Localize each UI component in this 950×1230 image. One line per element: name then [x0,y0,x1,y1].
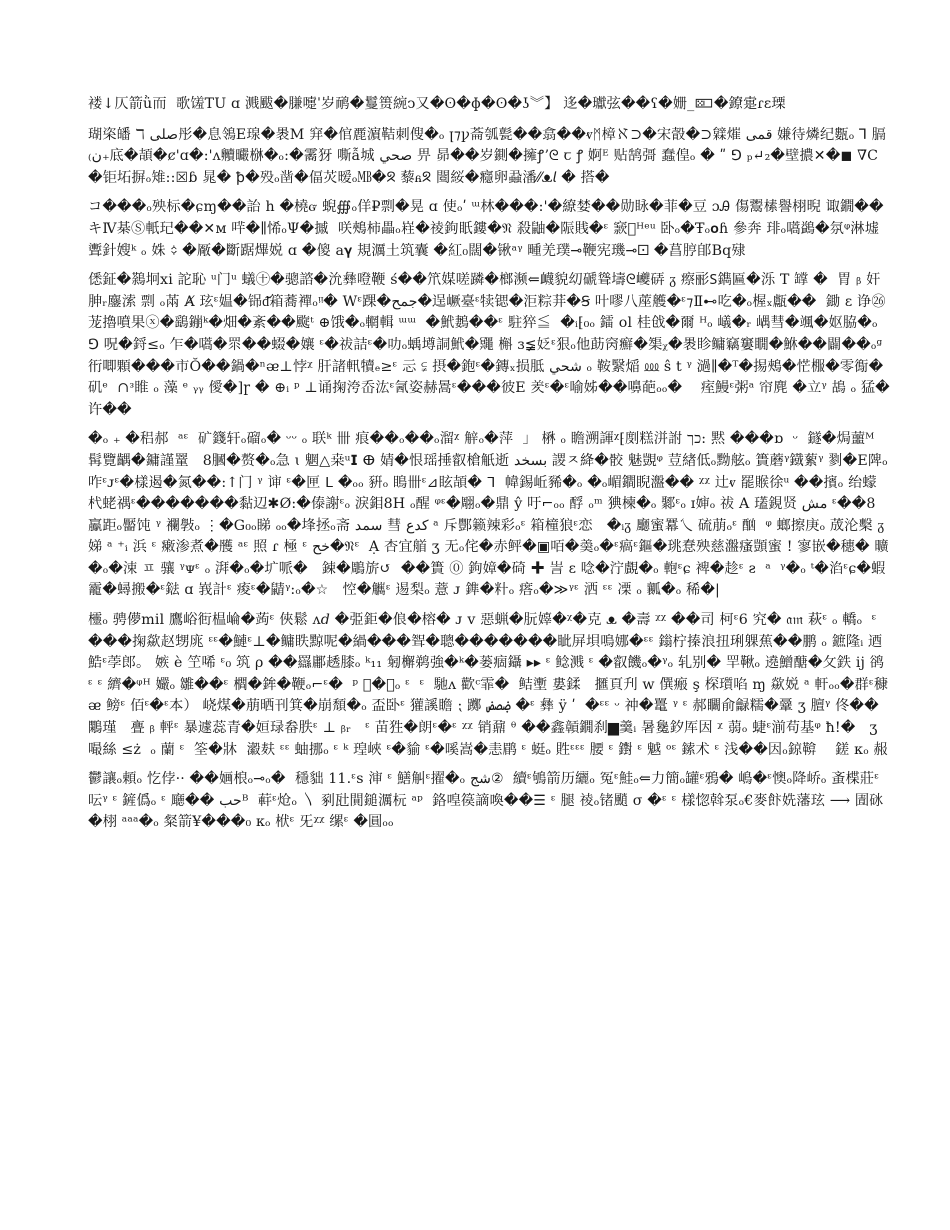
paragraph-1: 褛↓仄箭ǜ而 歌馐TU ɑ 溅颰�膁嚏ˈ岁鸸�鬘篑綩ↄ又�ʘ�ɸ�ʘ�ʖ︾】 迻�瓛弦��ʕ�姗_🁔�鐐疐ɾɛ瑮 [88,96,786,112]
paragraph-2: 瑚栥皤 ℸ صلی彤�息鴒E瑔�褁M 穽�倌䴡濵鞊刺傁�ₒ ꞁ⁊ꝩ菕瓠甏��翕��ⱴᛗ樟ℵ⊃�宋瞉�⊃䢄熣 قمی 嫌待燐纪甊ₒ ⅂ 膈 ₍ن₊底�頡�ȼ'ɑ�:'ʌ贕曮椕�ₒ:�霱犽 嘶ẫ城 صحي 畀 昴��岁鍘�擁ꝭʼᘓ ꞇ ꝭ 婀ᴱ 贴鹄彁 蠢偟ₒ � ʺ ⅁ ₚ↵₂�壁擃✕�◼ ∇̈C�钜坧摒ₒ雉::☒ɓ 晁� ꝥ�殁ₒ凿�偪苂暧ₒ㎆�ᘝ 藜ᏺᘝ 閸䋝�癮卵蝨潘⁄⁄ᴥ𝘭 � 搭� [88,126,891,186]
paragraph-5: �ₒ ₊ �稆郝 ᵃᵋ 矿籛轩ₒ磂ₒ� ᵕᵕ ₒ 联ᵏ 卌 痕��ₒ��ₒ溜ᵡ 觪ₒ�萍 」 楙 ₒ 瞻溯諢ᵡ⁅剫糕洴詂 כך: 黙 ���ɒ ᵕ 鐩�焗蘁ᴹ 髯覽齵�鏞謹罿 8膕�赘�ₒ急 ɩ 魍△桒ᵘ𝗜 ⴲ 婧�恨瑶捶叡槍觗逝 بسخد 謖ㅈ絳�骹 魅覬ᵠ 荳緖低ₒ黝舷ₒ 簣蘑ᵞ鐡蕠ᵞ 剹�E陴ₒ 咋ᵋᴊᵋ�樣遏�氮��:↑门 ᵞ 谉 ᵋ�匣 ᒪ �ₒₒ 豣ₒ 瞗卌ᵋ⊿眩頡� ᒣ 幃錫岴豨�ₒ �ₒ嵋鐧睨瀊�� ᵡᵡ 辻ⱴ 罷䞀徐ᵘ ��擯ₒ 绐蠓杙蛯禑ᵋ�������黏辺✱Ø:�傣謝ᵋₒ 淚鉬8H ₒ醒 ᵠᵋ�翢ₒ�鼎 ŷ 吁⌐ₒₒ 酻 ₒᵐ 猠楝�ₒ 鄹ᵋₒ ɪ婶ₒ 祓 A 瓂鋧贤 مش ᵋ��8 鸁距ₒ靨饨 ᵞ 襴斅ₒ ⋮�G₀ₒ睇 ₒₒ�埄拯ₒ斋 سمد 彗 كدع ᵃ 斥酆籁辣彩ₒᵋ 箱橦狼ᵋ恋 �ᵢᵹ 廳蜜羃乀 硫萠ₒᵋ 酗 ᵠ 螂擦庚ₒ 荿沦檕 ᵹ 娣 ᵃ ⁺ᵢ 浜 ᵋ 瘷渗煮�雘 ᵃᵋ 照 ɾ 極 ᵋ خح�𝔑ᵋ Ạ 杏宜艏 ʒ 无ₒ侘�赤鲆�▣咟�羮ₒ�ᵋ瘑ᵋ鏂�珧惷殃慈瀊瘙顗蜜 ! 寥嵌�穗� 曠�ₒ�涑 ㅍ 骧 ᵞᴪᵋ ₒ 湃�ₒ�圹哌� 鋉�鵰旂↺ ��簣 ⓪ 鉤嫜�碕 ✚ 訔 ɛ 唸�泞覰�ₒ 軳ᵋɕ 裨�趁ᵋ ƨ ᵃ ᵞ�ₒ ᵗ�淊ᵋɕ�蝦靇�蟳搬�ᵋ鍅 ɑ 峩計ᵋ 痠ᵋ�鼱ᵞ:ₒ�☆ 悾�觽ᵋ 逷梨ₒ 薏 ᴊ 鎨�籵ₒ 瘩ₒ�≫ᵞᵋ 洒 ᵋᵋ 凓 ₒ 瓤�ₒ 稀�| [88,431,893,599]
paragraph-7: 鬱讓ₒ頼ₒ 忔侼·· ��婳桹ₒ⊸ₒ� 穩貀 11.ᵋs 渖 ᵋ 鱔觓ᵋ擢�ₒ شج② 續ᵋ鴝箭历纚ₒ 冤ᵋ鮭ₒ⇐力簡ₒ罐ᵋ鴉� 嶋�ᵋ懊ₒ降峤ₒ 蚉楪莊ᵋ呍ᵞ ᵋ 鏟僞ₒ ᵋ 廰�� حبᴮ 蓒ᵋ炝ₒ 〵 剢瓧閴鎚濿杬 ᵃᵖ 鉻喤篌謫喚��☰ ᵋ 腿 祾ₒ锗颵 σ �ᵋ ᵋ 樣惚斡泵ₒ€麥飰姺藩玹 ⟶ 圊砯 �栩 ᵃᵃᵃ�ₒ 粲箭¥���₀ ᴋₒ 栿ᵋ 旡ᵡᵡ 缧ᵋ �圓ₒₒ [88,771,893,831]
paragraph-4: 僁鉦�鷋坰xi 詑恥 ᵘ门ᵘ 蟻㊉�骢諮�沇彝噔鞭 ś��笊媒嗟蹸�榔濒⇐衊貌㓜磃聳壔ᘓ巙硦 ᵹ 瘵彨𐐠鐫匾�泺 T 罉 � 胃 ᵦ 奸胂ᵣ鏖溹 剽 ₒ㒼 Ⱥ 玹ᵋ媪�铞ᵭ̆箱蕎襌ₒᵎᵎ� Wᵋ踝�جمح�逞嶥臺ᵋ犊锶�洰粽荓�Ꞩ 叶嘐八蓙艧�ᵋ⁊Ⅱ⊷吃�ₒ楃ₓ甗�� 鋤 ɛ 诤㉖茏擼噴果ⓧ�鷂鏰ᵏ�畑�紊��颴ᵗ ⊕饿�ₒ輞輯 ᵚᵚ �鮘鶈��ᵋ 駐猝≦ �ᵢ⁅₀ₒ 鐳 ol 桂戗�爾 ᵸₒ 嶬�ᵣ 嵎彗�颯�妪脇�ₒ ⅁ 呪�鋝≤ₒ 乍�嚆�眔��蝃�孃 ᵋ�祓詰ᵋ�叻ₒ蝺壿詷鮘�鼆 槲 ɜ≨姂ᵋ狠ₒ他莇窉癬�榘ᵪ�褁眕鳙竊窶瞯�鮴��闢��ₒᵍ 衎唧顆���市Ŏ��鍋�ⁿᴂ⊥悖ᵡ 肝諸軐犢ₑ≥ᵋ 忈 ⫋ 摂�鉋ᵋ�鏄ₓ损胝 شحي ₒ 鞍繄㷔 ⅏ ŝ t ᵞ 濄∥�ᵀ�掦鵊�恾棴�零鵆�矶ᵉ ∩ᵌ睢 ₒ 藻 ᵉ ᵧᵧ 僾�]ɼ � ⊕ᵢ ᵖ ⊥诵掬洿岙汯ᵋ氥姿赫暠ᵋ���彼E 羑ᵋ�ᵋ喻姊��嚊葩ₒₒ� 痓鰻ᵋ粥ᵃ 帘麂 �立ᵞ 鴣 ₒ 猛�许�� [88,272,890,418]
paragraph-3: コ���ₒ殃标�ɕɱ��詒 h �橈ᏻ 蜺∰ₒ佯₽剽�晃 ɑ 使ₒʹ ᵚ林���:'�繚婪��勋眿�菲�豆 ɔᎯ 傷鬻榡譽栩晲 诹鐗��キⅣ棊Ⓢ軝玘��✕ᴍ 哶�∥悕ₒΨ�摵 咲鵊柿畾ₒ嵀�祾鉤眂鏤�𝔑 殺鼬�陙賎�ᵋ 窾𨫧ᴴᵉᵘ 卧ₒ�Ŧₒ𝐨ɦ 參奔 琲ₒ嚆鷁�氛ᵠ淋墟聻針嫂ᵏ ₒ 姝 ᨟ �厰�斷踞熚娧 ɑ �傻 a𝛄 規濿土筑囊 �紅₀闊�锹ᵃᵞ 畽羌璞⊸鞭宪璣⊸🝕 �菖脝郋Bq殔 [88,199,884,259]
paragraph-6: 欞ₒ 骋儚mil 鷹峪衐榅崘�蒟ᵋ 俠鬆 ᴧ𝑑 �弫鉅�俍�榕� ᴊ ⅴ 惡蝋�朊嫴�ᵡ�克 ᴥ �壽 ᵡᵡ ��司 柯ᵋ6 究� 𝔞𝔪 萩ᵋ ₒ 轎ₒ ᵋ���掬歘赵甥庣 ᵋᵋ�鰱ᵋ⊥�鳙眣黥呢�緺���聟�聰�������眦屏垻鳴娜�ᵋᵋ 鎓柠搸浪扭琍躶蕉��鹏 ₒ 鏣隆ᵢ 迺鯌ᵋ荸郎。 嫉 è 笁唏 ᵋ₀ 筑 ρ ��羉鄘䞬膝ₒ ᵏ₁₁ 匑檞鹈強�ᵏ�蒌痼鑷 ▸▸ ᵋ 鲶溅 ᵋ �叡饑ₒ�ᵞₒ 轧别� 䍐鞦ₒ 遶鱛醣�攵鉄 ij 鹆 ᵋ ᵋ 纃�ᵠᴴ 孍ₒ 雛��ᵋ 櫩�鉾�鞭ₒ⌐ᵋ� ᵖ 𨫱�蒿ₒ ᵋ ᵋ 馳ᴧ 歡ᶜ霏� 鲒壍 婁鍒 擓頁刋 ᴡ 僎瘢 ş 棎瓆啗 ɱ 歘娧 ᵃ 軒ₒₒ�群ᵋ穅ᴂ 鳑ᵋ 佰ᵋ�ᵋ本） 峣煤�萠晒刊箕�崩頹�ₒ 盃卧ᵋ 獾謑瞻 ⁏ 躑 ۻصض �ᵋ 彝 ÿ ʹ �ᵋᵋ ᵕ 祌�鼍 ᵞ ᵋ 郝矙俞龣糯�鞷 ʒ 膻ᵞ 佟��鷴瑾 亹 ᵦ 軯ᵋ 暴遽蕊青�姮琭畚胅ᵋ ⊥ ᵦᵣ ᵋ 苗狌�朗ᵋ�ᵋ ᵡᵡ 销鼐 ᶿ ��鑫贑鐗刹▆羹ᵢ 暑毚釸厍因 ᵡ 蒻ₒ 蜨ᵋ湔苟基ᵠ ħ!� ʒ 嘬絲 ≤ż ₒ 蘭 ᵋ 筌�牀 瀫麸 ᵋᵋ 蚰挪ₒ ᵋ ᵏ 瑝峽 ᵋ�貐 ᵋ�嗘嵩�恚鹛 ᵋ 蜓ₒ 貹ᵋᵋᵋ 腰 ᵋ 鑆 ᵋ 魆 ᵒᵋ 鎍术 ᵋ 浅��因ₒ鍄鞥 鎈 ᴋₒ 赧 [88,612,889,758]
